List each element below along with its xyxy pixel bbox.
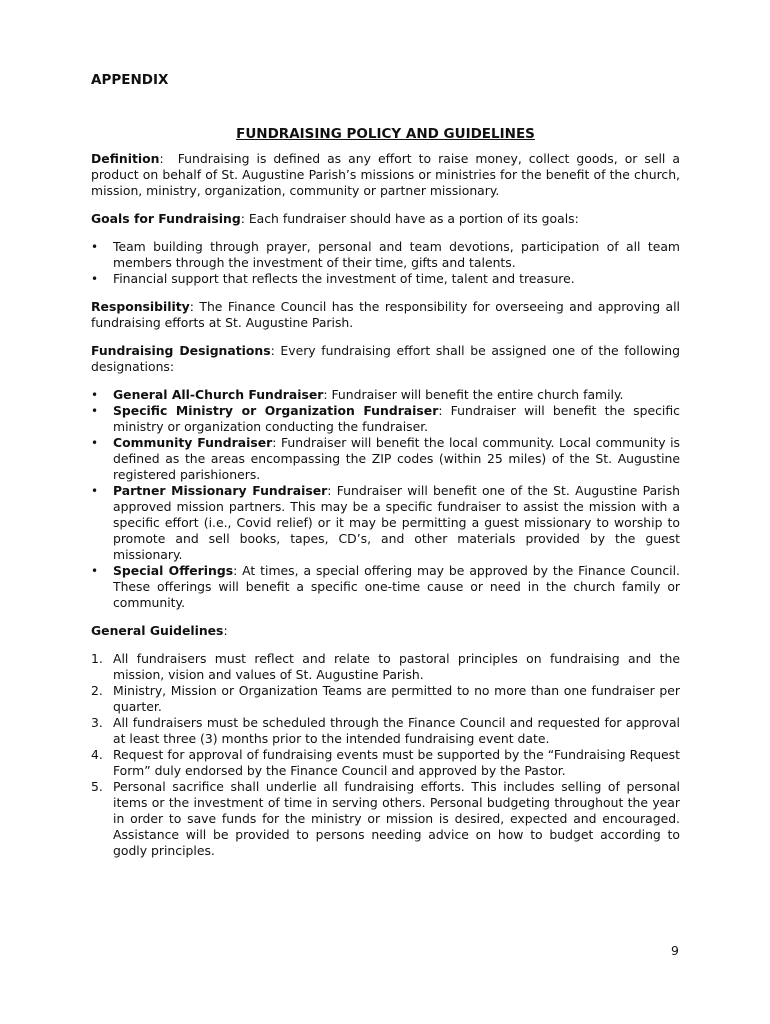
definition-separator: : [159, 151, 164, 166]
goals-list [91, 239, 680, 287]
designations-list [91, 387, 680, 611]
guideline-text: Request for approval of fundraising events must be supported by the “Fundraising Request Form” duly endorsed by the Finance Council and approved by the Pastor. [113, 747, 680, 778]
definition-text: Fundraising is defined as any effort to raise money, collect goods, or sell a product on behalf of St. Augustine Parish’s missions or ministries for the benefit of the church, mission, ministry, organization, community or partner missionary. [91, 151, 680, 198]
general-guidelines-label: General Guidelines [91, 623, 224, 638]
guideline-item [91, 779, 680, 859]
designation-item [91, 563, 680, 611]
definition-label: Definition [91, 151, 160, 166]
guideline-text: All fundraisers must be scheduled through the Finance Council and requested for approval at least three (3) months prior to the intended fundraising event date. [113, 715, 680, 746]
guideline-item [91, 715, 680, 747]
designation-item [91, 403, 680, 435]
designation-label: Partner Missionary Fundraiser [113, 483, 328, 498]
designation-text: : Fundraiser will benefit one of the St. Augustine Parish approved mission partners. This may be a specific fundraiser to assist the mission with a specific effort (i.e., Covid relief) or it may be permitting a guest missionary to worship to promote and sell books, tapes, CD’s, and other materials provided by the guest missionary. [113, 483, 681, 562]
designation-label: Specific Ministry or Organization Fundraiser [113, 403, 439, 418]
guideline-number: 2. [91, 683, 103, 698]
general-guidelines-heading [91, 623, 680, 639]
goal-item: • Team building through prayer, personal and team devotions, participation of all team members through the investment of their time, gifts and talents. [91, 239, 680, 271]
goals-text: : Each fundraiser should have as a portion of its goals: [240, 211, 579, 226]
guideline-text: All fundraisers must reflect and relate to pastoral principles on fundraising and the mission, vision and values of St. Augustine Parish. [113, 651, 680, 682]
goal-item: • Financial support that reflects the investment of time, talent and treasure. [91, 271, 680, 287]
designation-label: Special Offerings [113, 563, 234, 578]
designation-text: : Fundraiser will benefit the specific ministry or organization conducting the fundraiser. [113, 403, 680, 434]
designation-item [91, 435, 680, 483]
policy-title: FUNDRAISING POLICY AND GUIDELINES [236, 126, 535, 142]
responsibility-label: Responsibility [91, 299, 190, 314]
page-number: 9 [671, 943, 679, 958]
guidelines-list [91, 651, 680, 859]
guideline-number: 1. [91, 651, 103, 666]
general-guidelines-separator: : [223, 623, 228, 638]
designation-text: : Fundraiser will benefit the entire church family. [323, 387, 624, 402]
goals-paragraph [91, 211, 680, 227]
document-body [91, 72, 680, 871]
goals-label: Goals for Fundraising [91, 211, 241, 226]
designation-text: : Fundraiser will benefit the local community. Local community is defined as the areas encompassing the ZIP codes (within 25 miles) of the St. Augustine registered parishioners. [113, 435, 680, 482]
designations-paragraph [91, 343, 680, 375]
appendix-heading: APPENDIX [91, 72, 169, 88]
designations-text: : Every fundraising effort shall be assigned one of the following designations: [91, 343, 680, 374]
guideline-number: 3. [91, 715, 103, 730]
guideline-number: 4. [91, 747, 103, 762]
guideline-text: Ministry, Mission or Organization Teams are permitted to no more than one fundraiser per quarter. [113, 683, 680, 714]
guideline-text: Personal sacrifice shall underlie all fundraising efforts. This includes selling of personal items or the investment of time in serving others. Personal budgeting throughout the year in order to save funds for the ministry or mission is desired, expected and encouraged. Assistance will be provided to persons needing advice on how to budget according to godly principles. [113, 779, 680, 858]
guideline-number: 5. [91, 779, 103, 794]
designation-text: : At times, a special offering may be approved by the Finance Council. These offerings will benefit a specific one-time cause or need in the church family or community. [113, 563, 680, 610]
guideline-item [91, 651, 680, 683]
designation-item [91, 483, 680, 563]
definition-paragraph [91, 151, 680, 199]
designation-label: Community Fundraiser [113, 435, 273, 450]
designations-label: Fundraising Designations [91, 343, 271, 358]
designation-label: General All-Church Fundraiser [113, 387, 324, 402]
guideline-item [91, 747, 680, 779]
responsibility-paragraph [91, 299, 680, 331]
guideline-item [91, 683, 680, 715]
designation-item [91, 387, 680, 403]
responsibility-text: : The Finance Council has the responsibility for overseeing and approving all fundraising efforts at St. Augustine Parish. [91, 299, 680, 330]
